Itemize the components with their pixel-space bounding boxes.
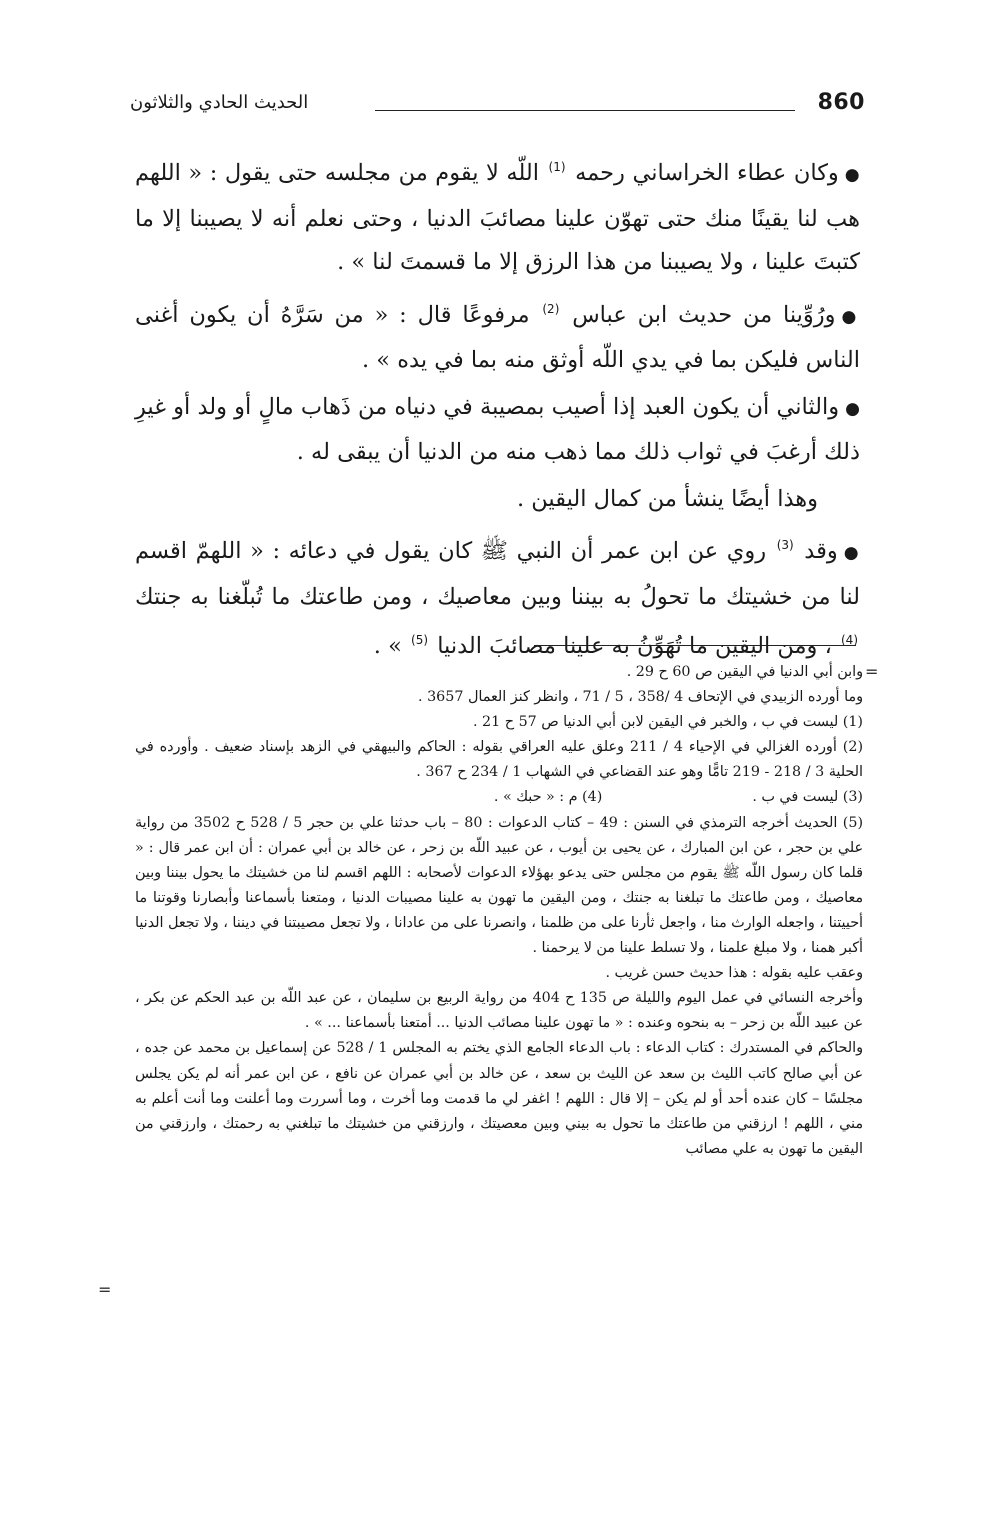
footnote-3: (3) ليست في ب .: [752, 789, 863, 806]
footnote-line: وعقب عليه بقوله : هذا حديث حسن غريب .: [605, 965, 863, 982]
footnote-pair: [135, 785, 863, 810]
paragraph-text: وكان عطاء الخراساني رحمه: [575, 160, 839, 186]
footnote-separator: [534, 645, 856, 646]
chapter-title: الحديث الحادي والثلاثون: [130, 92, 309, 113]
header-rule: [375, 110, 795, 111]
paragraph-ibn-umar: [135, 524, 860, 669]
paragraph-text: مرفوعًا قال : « من سَرَّهُ أن يكون أغنى الناس فليكن بما في يدي اللّه أوثق منه بما في يده » .: [135, 301, 860, 373]
paragraph-certainty: [135, 478, 860, 522]
main-text: [135, 146, 860, 672]
continuation-mark: =: [865, 662, 879, 681]
paragraph-text: روي عن ابن عمر أن النبي ﷺ كان يقول في دعائه : « اللهمّ اقسم لنا من خشيتك ما تحولُ به بيننا وبين معاصيك ، ومن طاعتك ما تُبلّغنا به جنتك: [135, 538, 860, 610]
paragraph-text: » .: [373, 633, 402, 659]
bullet-icon: ●: [841, 306, 861, 327]
footnote-line: (2) أورده الغزالي في الإحياء 4 / 211 وعلق عليه العراقي بقوله : الحاكم والبيهقي في الزهد بإسناد ضعيف . وأورده في الحلية 3 / 218 - 219 تامًّا وهو عند القضاعي في الشهاب 1 / 234 ح 367 .: [135, 739, 864, 781]
footnotes: [135, 660, 863, 1162]
paragraph-ata: [135, 146, 860, 285]
footnote-line: وابن أبي الدنيا في اليقين ص 60 ح 29 .: [626, 664, 863, 680]
page-number: 860: [817, 90, 865, 115]
bullet-icon: ●: [843, 543, 860, 563]
footnote-ref: (2): [542, 301, 560, 316]
footnote-line: والحاكم في المستدرك : كتاب الدعاء : باب الدعاء الجامع الذي يختم به المجلس 1 / 528 عن إسماعيل بن محمد عن جده ، عن أبي صالح كاتب الليث بن سعد عن الليث بن سعد ، عن خالد بن أبي عمران عن نافع ، عن ابن عمر أنه لم يكن يجلس مجلسًا – كان عنده أحد أو لم يكن – إلا قال : اللهم ! اغفر لي ما قدمت وما أخرت ، وما أسررت وما أعلنت وما أنت أعلم به مني ، اللهم ! ارزقني من طاعتك ما تحول به بيني وبين معصيتك ، وارزقني من خشيتك ما تبلغني به رحمتك ، وارزقني من اليقين ما تهون به علي مصائب: [135, 1040, 863, 1157]
footnote-4: (4) م : « حبك » .: [493, 789, 603, 806]
paragraph-text: وقد: [804, 538, 838, 564]
paragraph-text: ، ومن اليقين ما تُهَوِّنُ به علينا مصائبَ الدنيا: [437, 633, 832, 659]
paragraph-text: اللّه لا يقوم من مجلسه حتى يقول : « اللهم هب لنا يقينًا منك حتى تهوّن علينا مصائبَ الدنيا ، وحتى نعلم أنه لا يصيبنا إلا ما كتبتَ علينا ، ولا يصيبنا من هذا الرزق إلا ما قسمتَ لنا » .: [135, 160, 860, 275]
bullet-icon: ●: [844, 165, 861, 185]
paragraph-text: وهذا أيضًا ينشأ من كمال اليقين .: [516, 485, 818, 512]
footnote-line: وما أورده الزبيدي في الإتحاف 4 /358 ، 5 / 71 ، وانظر كنز العمال 3657 .: [417, 689, 863, 706]
continuation-mark: =: [98, 1280, 112, 1299]
footnote-5: (5) الحديث أخرجه الترمذي في السنن : 49 – كتاب الدعوات : 80 – باب حدثنا علي بن حجر 5 / 528 ح 3502 من رواية علي بن حجر ، عن ابن المبارك ، عن يحيى بن أيوب ، عن عبيد اللّه بن زحر ، عن خالد بن أبي عمران : أن ابن عمر قال : « قلما كان رسول اللّه ﷺ يقوم من مجلس حتى يدعو بهؤلاء الدعوات لأصحابه : اللهم اقسم لنا من خشيتك ما يحول بيننا وبين معاصيك ، ومن طاعتك ما تبلغنا به جنتك ، ومن اليقين ما تهون به علينا مصيبات الدنيا ، ومتعنا بأسماعنا وأبصارنا وقوتنا ما أحييتنا ، واجعله الوارث منا ، واجعل ثأرنا على من ظلمنا ، وانصرنا على من عادانا ، ولا تجعل مصيبتنا في ديننا ، ولا تجعل الدنيا أكبر همنا ، ولا مبلغ علمنا ، ولا تسلط علينا من لا يرحمنا .: [135, 814, 864, 957]
bullet-icon: ●: [845, 398, 860, 419]
paragraph-text: ورُوِّينا من حديث ابن عباس: [572, 301, 836, 328]
footnote-ref: (5): [411, 633, 429, 647]
paragraph-second-point: [135, 386, 860, 475]
footnote-line: وأخرجه النسائي في عمل اليوم والليلة ص 135 ح 404 من رواية الربيع بن سليمان ، عن عبد اللّه بن عبد الحكم عن بكر ، عن عبيد اللّه بن زحر – به بنحوه وعنده : « ما تهون علينا مصائب الدنيا ... أمتعنا بأسماعنا ... » .: [135, 990, 863, 1032]
footnote-line: (1) ليست في ب ، والخبر في اليقين لابن أبي الدنيا ص 57 ح 21 .: [472, 714, 863, 731]
footnote-ref: (3): [776, 538, 794, 552]
paragraph-ibn-abbas: [135, 288, 860, 383]
paragraph-text: والثاني أن يكون العبد إذا أصيب بمصيبة في دنياه من ذَهاب مالٍ أو ولد أو غيرِ ذلك أرغبَ في ثواب ذلك مما ذهب منه من الدنيا أن يبقى له .: [135, 393, 860, 465]
footnote-ref: (4): [840, 633, 858, 647]
running-head: [130, 90, 865, 130]
footnote-ref: (1): [548, 160, 566, 174]
